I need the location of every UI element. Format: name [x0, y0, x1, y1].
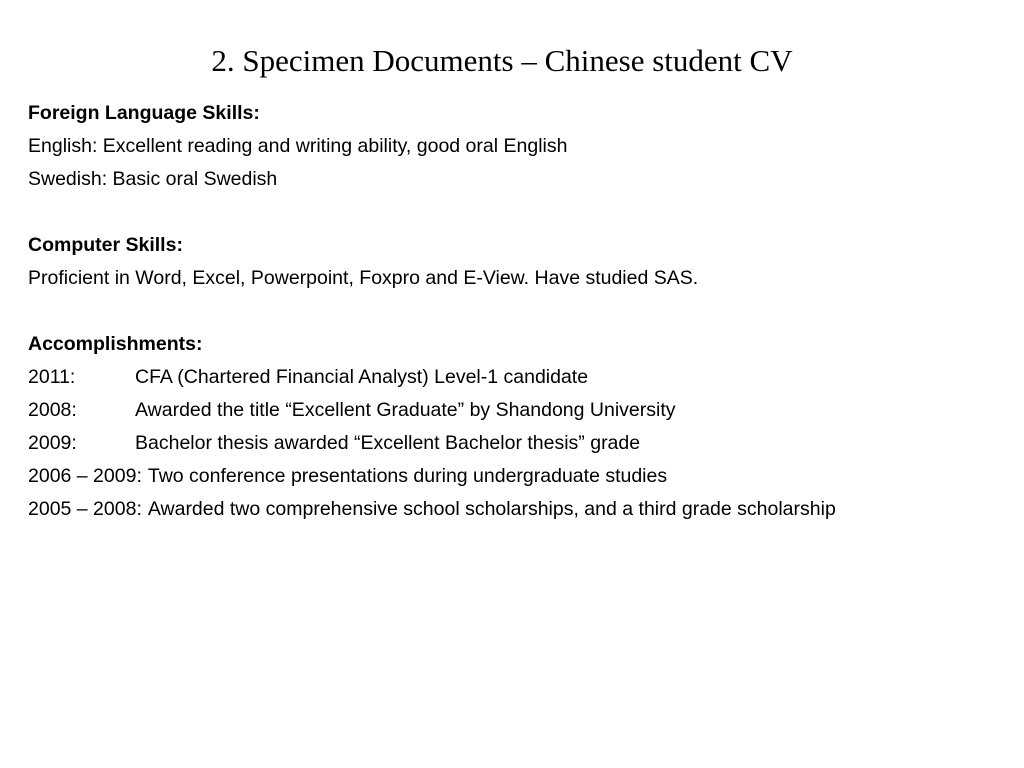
- accomplishment-year: 2005 – 2008:: [28, 498, 142, 520]
- accomplishment-item: [28, 493, 1018, 526]
- accomplishment-item: [28, 394, 1018, 427]
- accomplishment-year: 2006 – 2009:: [28, 465, 142, 487]
- accomplishment-year: 2011:: [28, 366, 76, 388]
- accomplishment-year: 2009:: [28, 432, 77, 454]
- accomplishment-item: [28, 427, 1018, 460]
- accomplishment-year: 2008:: [28, 399, 77, 421]
- cv-body: [28, 97, 1018, 526]
- accomplishment-text: Bachelor thesis awarded “Excellent Bachelor thesis” grade: [135, 432, 641, 454]
- swedish-skill-line: Swedish: Basic oral Swedish: [28, 168, 278, 190]
- accomplishment-text: CFA (Chartered Financial Analyst) Level-1 candidate: [135, 366, 589, 388]
- accomplishment-item: [28, 361, 1018, 394]
- accomplishment-text: Two conference presentations during undergraduate studies: [147, 465, 668, 487]
- english-skill-line: English: Excellent reading and writing ability, good oral English: [28, 135, 568, 157]
- foreign-language-heading: Foreign Language Skills:: [28, 102, 260, 124]
- accomplishment-item: [28, 460, 1018, 493]
- accomplishment-text: Awarded the title “Excellent Graduate” by Shandong University: [135, 399, 676, 421]
- spacer: [28, 196, 1018, 229]
- computer-skills-heading: Computer Skills:: [28, 234, 183, 256]
- computer-skills-line: Proficient in Word, Excel, Powerpoint, Foxpro and E-View. Have studied SAS.: [28, 267, 699, 289]
- accomplishments-heading: Accomplishments:: [28, 333, 203, 355]
- slide-title: 2. Specimen Documents – Chinese student CV: [211, 43, 793, 78]
- spacer: [28, 295, 1018, 328]
- accomplishment-text: Awarded two comprehensive school scholarships, and a third grade scholarship: [147, 498, 836, 520]
